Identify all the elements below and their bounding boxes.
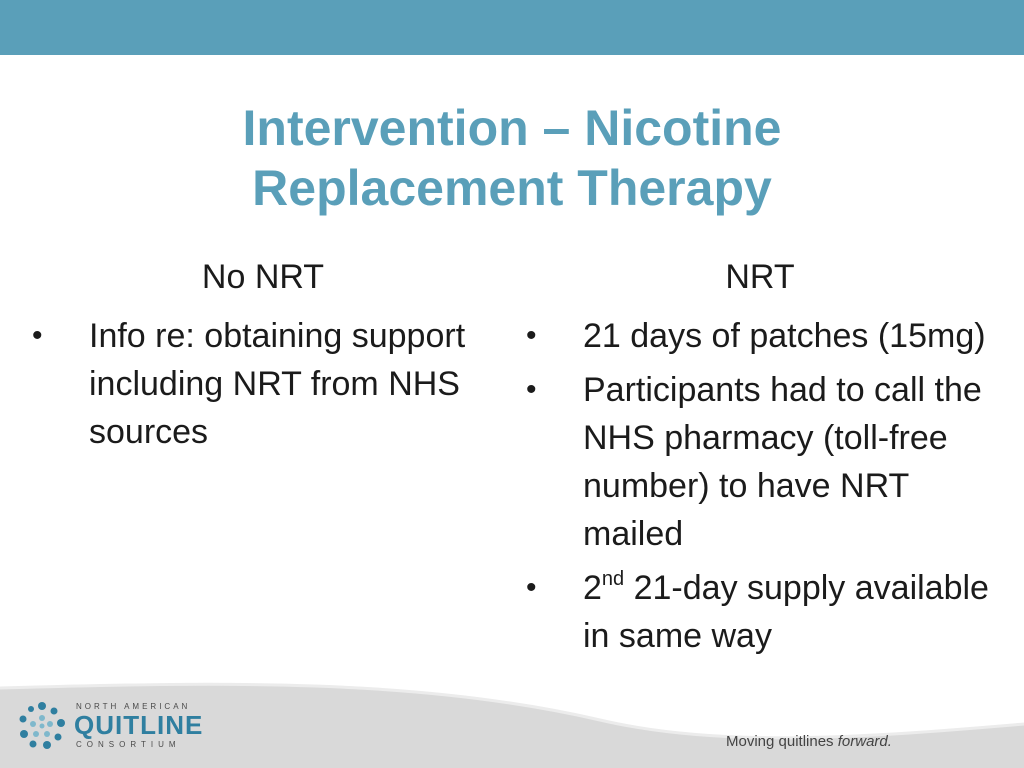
bullet-text: Info re: obtaining support including NRT from NHS sources bbox=[89, 317, 466, 451]
bullet-icon: • bbox=[526, 571, 537, 604]
left-column bbox=[28, 256, 498, 462]
tagline-italic: forward. bbox=[837, 733, 892, 750]
right-column-heading: NRT bbox=[725, 258, 795, 296]
tagline-plain: Moving quitlines bbox=[726, 733, 838, 750]
left-bullet-list bbox=[28, 312, 498, 456]
bullet-text: 21-day supply available in same way bbox=[583, 569, 989, 655]
bullet-icon: • bbox=[526, 373, 537, 406]
right-column bbox=[522, 256, 1002, 666]
logo-bottom-text: CONSORTIUM bbox=[76, 740, 181, 749]
bullet-text: 21 days of patches (15mg) bbox=[583, 317, 986, 355]
footer-tagline bbox=[726, 733, 892, 750]
logo-top-text: NORTH AMERICAN bbox=[76, 702, 191, 711]
slide-title-line-2: Replacement Therapy bbox=[252, 160, 772, 216]
left-column-heading: No NRT bbox=[201, 258, 325, 296]
list-item bbox=[522, 366, 1002, 558]
bullet-icon: • bbox=[32, 319, 43, 352]
list-item bbox=[522, 564, 1002, 660]
slide-title bbox=[0, 98, 1024, 218]
quitline-logo bbox=[14, 698, 204, 756]
bullet-ordinal-suffix: nd bbox=[601, 568, 625, 590]
list-item bbox=[28, 312, 498, 456]
list-item bbox=[522, 312, 1002, 360]
top-banner bbox=[0, 0, 1024, 55]
slide-title-line-1: Intervention – Nicotine bbox=[242, 100, 782, 156]
bullet-icon: • bbox=[526, 319, 537, 352]
logo-main-text: QUITLINE bbox=[74, 710, 204, 740]
right-bullet-list bbox=[522, 312, 1002, 660]
bullet-ordinal-number: 2 bbox=[583, 569, 602, 607]
consortium-logo-icon bbox=[14, 698, 70, 754]
bullet-text: Participants had to call the NHS pharmacy (toll-free number) to have NRT mailed bbox=[583, 371, 982, 553]
